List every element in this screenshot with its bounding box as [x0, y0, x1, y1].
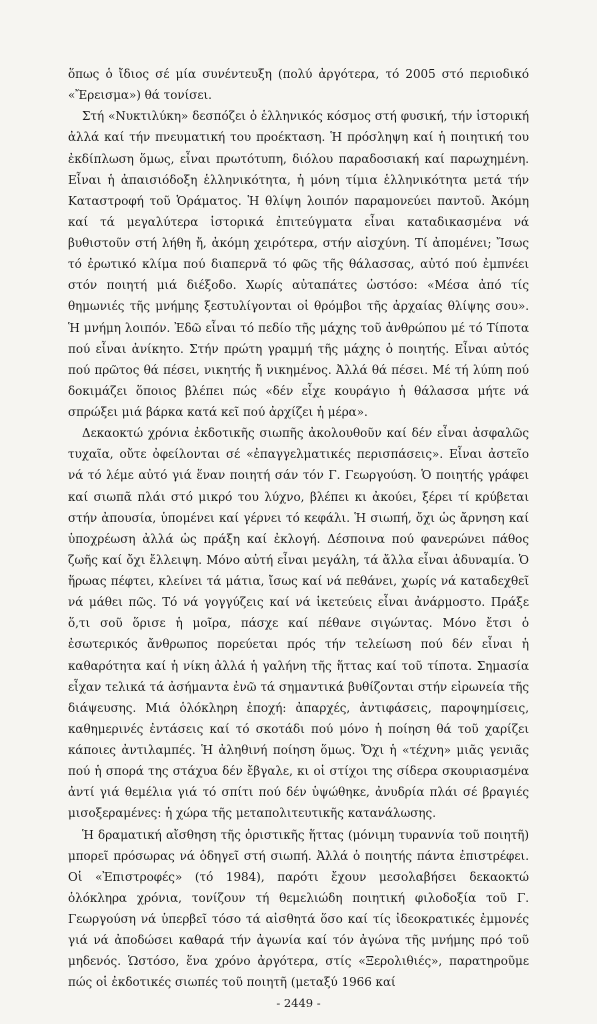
- paragraph-4: Ἡ δραματική αἴσθηση τῆς ὁριστικῆς ἥττας (μόνιμη τυραννία τοῦ ποιητῆ) μπορεῖ πρόσωρας νά ὁδηγεῖ στή σιωπή. Ἀλλά ὁ ποιητής πάντα ἐπιστρέφει. Οἱ «Ἐπιστροφές» (τό 1984), παρότι ἔχουν μεσολαβήσει δεκαοκτώ ὁλόκληρα χρόνια, τονίζουν τή θεμελιώδη ποιητική φιλοδοξία τοῦ Γ. Γεωργούση νά ὑπερβεῖ τόσο τά αἰσθητά ὅσο καί τίς ἰδεοκρατικές ἐμμονές γιά νά ἀποδώσει καθαρά τήν ἀγωνία καί τόν ἀγώνα τῆς μνήμης πρό τοῦ μηδενός. Ὡστόσο, ἕνα χρόνο ἀργότερα, στίς «Ξερολιθιές», παρατηροῦμε πώς οἱ ἐκδοτικές σιωπές τοῦ ποιητῆ (μεταξύ 1966 καί: [68, 827, 529, 990]
- page-body: [68, 64, 529, 990]
- paragraph-1: ὅπως ὁ ἴδιος σέ μία συνέντευξη (πολύ ἀργότερα, τό 2005 στό περιοδικό «Ἔρεισμα») θά τονίσει.: [68, 67, 529, 103]
- paragraph-3: Δεκαοκτώ χρόνια ἐκδοτικῆς σιωπῆς ἀκολουθοῦν καί δέν εἶναι ἀσφαλῶς τυχαῖα, οὔτε ὀφείλονται σέ «ἐπαγγελματικές περισπάσεις». Εἶναι ἀστεῖο νά τό λέμε αὐτό γιά ἕναν ποιητή σάν τόν Γ. Γεωργούση. Ὁ ποιητής γράφει καί σιωπᾶ πλάι στό μικρό του λύχνο, βλέπει κι ἀκούει, ξέρει τί κρύβεται στήν ἀπουσία, ὑπομένει καί γέρνει τό κεφάλι. Ἡ σιωπή, ὄχι ὡς ἄρνηση καί ὑποχρέωση ἀλλά ὡς πράξη καί ἐκλογή. Δέσποινα πού φανερώνει πάθος ζωῆς καί ὄχι ἔλλειψη. Μόνο αὐτή εἶναι μεγάλη, τά ἄλλα εἶναι ἀδυναμία. Ὁ ἥρωας πέφτει, κλείνει τά μάτια, ἴσως καί νά πεθάνει, χωρίς νά καταδεχθεῖ νά μάθει πῶς. Τό νά γογγύζεις καί νά ἱκετεύεις εἶναι ἀνάρμοστο. Πράξε ὅ,τι σοῦ ὅρισε ἡ μοῖρα, πάσχε καί πέθανε σιγώντας. Μόνο ἔτσι ὁ ἐσωτερικός ἄνθρωπος πορεύεται πρός τήν τελείωση πού δέν εἶναι ἡ καθαρότητα καί ἡ νίκη ἀλλά ἡ γαλήνη τῆς ἥττας καί τοῦ τίποτα. Σημασία εἶχαν τελικά τά ἀσήμαντα ἐνῶ τά σημαντικά βυθίζονται στήν εἰρωνεία τῆς διάψευσης. Μιά ὁλόκληρη ἐποχή: ἀπαρχές, ἀντιφάσεις, παροψημίσεις, καθημερινές ἐντάσεις καί τό σκοτάδι πού μόνο ἡ ποίηση θά τοῦ χαρίζει κάποιες ἀντιλαμπές. Ἡ ἀληθινή ποίηση ὅμως. Ὄχι ἡ «τέχνη» μιᾶς γενιᾶς πού ἡ σπορά της στάχυα δέν ἔβγαλε, κι οἱ στίχοι της σίδερα σκουριασμένα ἀντί γιά θεμέλια γιά τό σπίτι πού δέν ὑψώθηκε, ἀνυδρία πλάι σέ βραγιές μισοξεραμένες: ἡ χώρα τῆς μεταπολιτευτικῆς κατανάλωσης.: [68, 426, 529, 821]
- paragraph-2: Στή «Νυκτιλύκη» δεσπόζει ὁ ἑλληνικός κόσμος στή φυσική, τήν ἱστορική ἀλλά καί τήν πνευματική του προέκταση. Ἡ πρόσληψη καί ἡ ποιητική του ἐκδίπλωση ὅμως, εἶναι πρωτότυπη, διόλου παραδοσιακή καί παρωχημένη. Εἶναι ἡ ἀπαισιόδοξη ἑλληνικότητα, ἡ μόνη τίμια ἑλληνικότητα μετά τήν Καταστροφή τοῦ Ὁράματος. Ἡ θλίψη λοιπόν παραμονεύει παντοῦ. Ἀκόμη καί τά μεγαλύτερα ἱστορικά ἐπιτεύγματα εἶναι καταδικασμένα νά βυθιστοῦν στή λήθη ἤ, ἀκόμη χειρότερα, στήν αἰσχύνη. Τί ἀπομένει; Ἴσως τό ἐρωτικό κλίμα πού διαπερνᾶ τό φῶς τῆς θάλασσας, αὐτό πού ἐμπνέει στόν ποιητή μιά διέξοδο. Χωρίς αὐταπάτες ὡστόσο: «Μέσα ἀπό τίς θημωνιές τῆς μνήμης ξεστυλίγονται οἱ θρόμβοι τῆς ἀρχαίας θλίψης σου». Ἡ μνήμη λοιπόν. Ἐδῶ εἶναι τό πεδίο τῆς μάχης τοῦ ἀνθρώπου μέ τό Τίποτα πού εἶναι ἀνίκητο. Στήν πρώτη γραμμή τῆς μάχης ὁ ποιητής. Εἶναι αὐτός πού πρῶτος θά πέσει, νικητής ἤ νικημένος. Ἀλλά θά πέσει. Μέ τή λύπη πού δοκιμάζει ὅποιος βλέπει πώς «δέν εἶχε κουράγιο ἡ θάλασσα μήτε νά σπρώξει μιά βάρκα κατά κεῖ πού ἀρχίζει ἡ μέρα».: [68, 109, 529, 419]
- page-number: - 2449 -: [276, 996, 321, 1010]
